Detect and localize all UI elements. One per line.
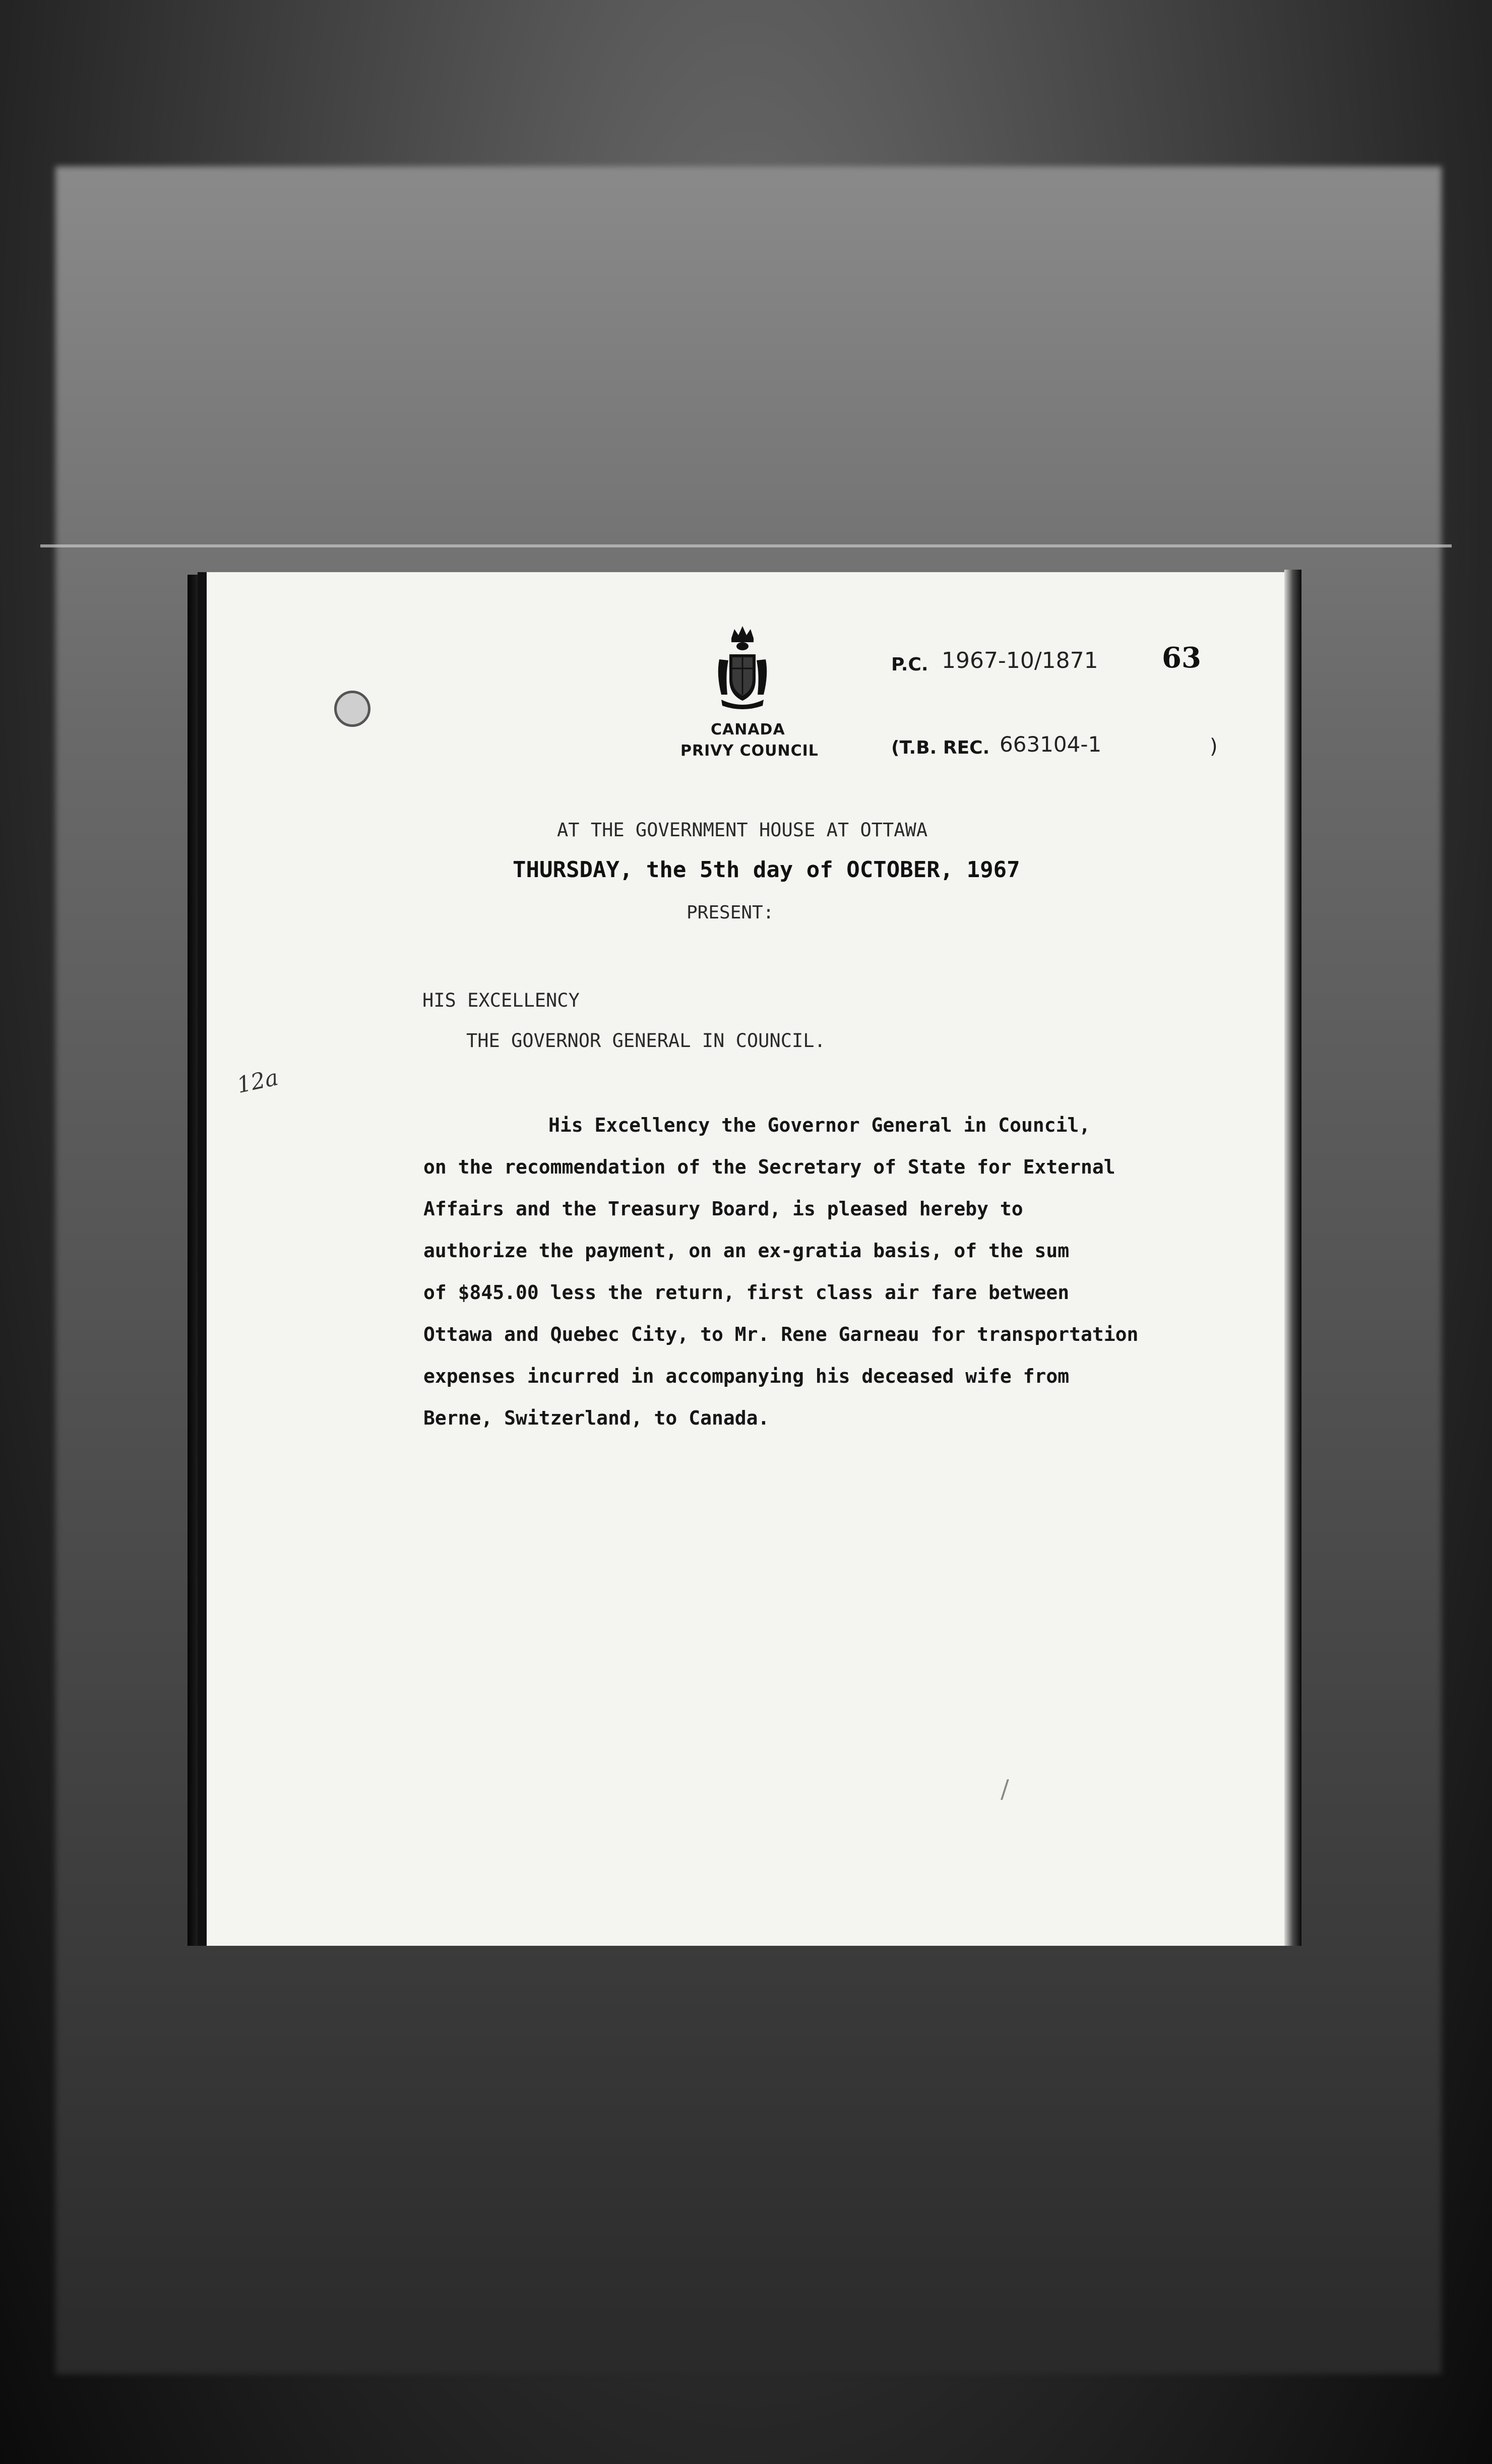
crest-caption-canada: CANADA (711, 721, 785, 738)
place-line: AT THE GOVERNMENT HOUSE AT OTTAWA (557, 819, 928, 841)
body-line: Ottawa and Quebec City, to Mr. Rene Garneau for transportation (423, 1323, 1139, 1345)
present-line: PRESENT: (687, 902, 774, 923)
body-line: authorize the payment, on an ex-gratia basis, of the sum (423, 1240, 1070, 1262)
tb-rec-label: (T.B. REC. (891, 737, 990, 758)
body-line: of $845.00 less the return, first class air fare between (423, 1281, 1070, 1304)
body-line: His Excellency the Governor General in Council, (548, 1114, 1091, 1136)
folder-edge (40, 544, 1452, 547)
attendance-line-2: THE GOVERNOR GENERAL IN COUNCIL. (466, 1030, 826, 1052)
punch-hole (334, 691, 370, 727)
body-line: on the recommendation of the Secretary of State for External (423, 1156, 1115, 1178)
pc-number: 1967-10/1871 (942, 648, 1098, 673)
page-number: 63 (1162, 641, 1201, 674)
attendance-line-1: HIS EXCELLENCY (422, 990, 580, 1011)
paper-left-edge (188, 575, 208, 1946)
stray-pen-mark: / (1001, 1774, 1009, 1804)
tb-rec-close-paren: ) (1210, 735, 1218, 758)
crest-caption-privy-council: PRIVY COUNCIL (680, 742, 819, 760)
pc-label: P.C. (891, 654, 928, 675)
tb-rec-number: 663104-1 (1000, 732, 1102, 757)
date-line: THURSDAY, the 5th day of OCTOBER, 1967 (513, 857, 1020, 883)
body-line: Berne, Switzerland, to Canada. (423, 1407, 770, 1429)
paper-right-edge (1284, 570, 1301, 1946)
canada-coat-of-arms-icon (712, 624, 773, 710)
handwritten-margin-note: 12a (234, 1065, 281, 1098)
body-line: Affairs and the Treasury Board, is pleased hereby to (423, 1198, 1023, 1220)
body-line: expenses incurred in accompanying his deceased wife from (423, 1365, 1070, 1387)
